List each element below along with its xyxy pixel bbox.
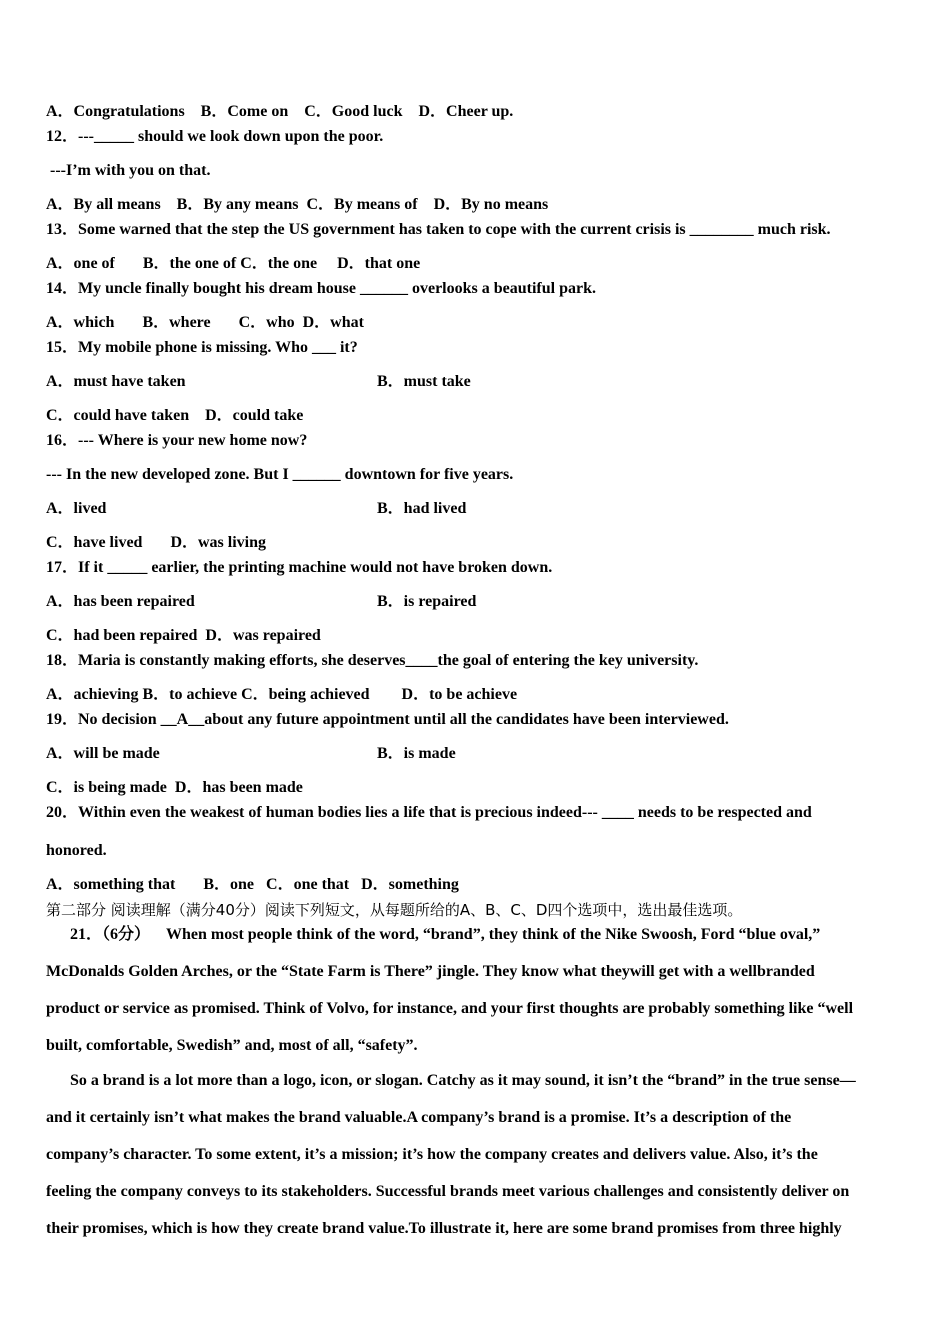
q17-options-cd: C．had been repaired D．was repaired [46,627,321,644]
q16-option-b: B．had lived [377,500,467,517]
passage-line: their promises, which is how they create brand value.To illustrate it, here are some brand promises from three highly [46,1220,842,1237]
q19-option-b: B．is made [377,745,456,762]
q17-option-b: B．is repaired [377,593,477,610]
q20-stem: 20．Within even the weakest of human bodies lies a life that is precious indeed--- ____ needs to be respected and [46,804,812,821]
q11-options: A．Congratulations B．Come on C．Good luck D．Cheer up. [46,103,514,120]
part2-heading: 第二部分 阅读理解（满分40分）阅读下列短文，从每题所给的A、B、C、D四个选项中，选出最佳选项。 [46,901,743,919]
passage-line: 21．（6分） When most people think of the word, “brand”, they think of the Nike Swoosh, Ford “blue oval,” [46,926,821,943]
q20-options: A．something that B．one C．one that D．something [46,876,459,893]
passage-line: So a brand is a lot more than a logo, icon, or slogan. Catchy as it may sound, it isn’t the “brand” in the true sense— [46,1072,856,1089]
q15-option-b: B．must take [377,373,471,390]
q18-stem: 18．Maria is constantly making efforts, she deserves____the goal of entering the key university. [46,652,699,669]
passage-line: and it certainly isn’t what makes the brand valuable.A company’s brand is a promise. It’s a description of the [46,1109,792,1126]
q17-option-a: A．has been repaired [46,593,195,610]
q19-stem: 19．No decision __A__about any future appointment until all the candidates have been interviewed. [46,711,729,728]
q14-stem: 14．My uncle finally bought his dream house ______ overlooks a beautiful park. [46,280,596,297]
passage-line: built, comfortable, Swedish” and, most of all, “safety”. [46,1037,418,1054]
q15-option-a: A．must have taken [46,373,186,390]
q12-reply: ---I’m with you on that. [46,162,211,179]
q18-options: A．achieving B．to achieve C．being achieved D．to be achieve [46,686,518,703]
q20-stem-continued: honored. [46,842,107,859]
q16-stem: 16．--- Where is your new home now? [46,432,308,449]
q19-options-cd: C．is being made D．has been made [46,779,303,796]
passage-line: McDonalds Golden Arches, or the “State Farm is There” jingle. They know what theywill get with a wellbranded [46,963,815,980]
q12-stem: 12．---_____ should we look down upon the poor. [46,128,384,145]
q12-options: A．By all means B．By any means C．By means of D．By no means [46,196,549,213]
q14-options: A．which B．where C．who D．what [46,314,364,331]
q19-option-a: A．will be made [46,745,160,762]
passage-line: feeling the company conveys to its stakeholders. Successful brands meet various challenges and consistently deliver on [46,1183,850,1200]
q15-options-cd: C．could have taken D．could take [46,407,304,424]
q13-options: A．one of B．the one of C．the one D．that one [46,255,421,272]
passage-line: company’s character. To some extent, it’s a mission; it’s how the company creates and delivers value. Also, it’s the [46,1146,818,1163]
q16-options-cd: C．have lived D．was living [46,534,267,551]
q16-option-a: A．lived [46,500,107,517]
q17-stem: 17．If it _____ earlier, the printing machine would not have broken down. [46,559,553,576]
q15-stem: 15．My mobile phone is missing. Who ___ it? [46,339,358,356]
passage-line: product or service as promised. Think of Volvo, for instance, and your first thoughts are probably something like “well [46,1000,854,1017]
q16-reply: --- In the new developed zone. But I ______ downtown for five years. [46,466,514,483]
q13-stem: 13．Some warned that the step the US government has taken to cope with the current crisis is ________ much risk. [46,221,831,238]
